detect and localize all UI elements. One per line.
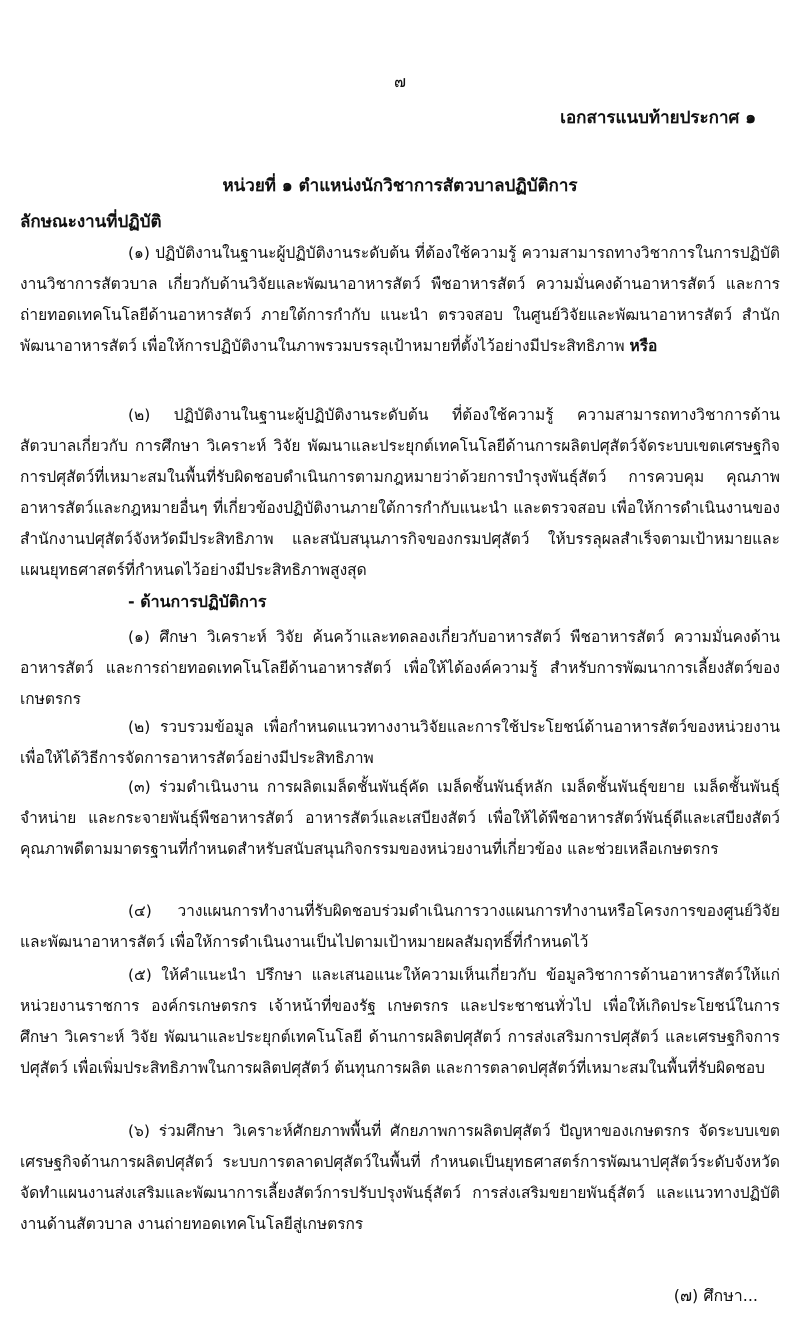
subheading: - ด้านการปฏิบัติการ <box>128 592 267 611</box>
annex-label: เอกสารแนบท้ายประกาศ ๑ <box>560 108 756 128</box>
intro-paragraph-1 <box>20 238 780 362</box>
intro-text-1: (๑) ปฏิบัติงานในฐานะผู้ปฏิบัติงานระดับต้น ที่ต้องใช้ความรู้ ความสามารถทางวิชาการในการปฏิบัติงานวิชาการสัตวบาล เกี่ยวกับด้านวิจัยและพัฒนาอาหารสัตว์ พืชอาหารสัตว์ ความมั่นคงด้านอาหารสัตว์ และการถ่ายทอดเทคโนโลยีด้านอาหารสัตว์ ภายใต้การกำกับ แนะนำ ตรวจสอบ ในศูนย์วิจัยและพัฒนาอาหารสัตว์ สำนักพัฒนาอาหารสัตว์ เพื่อให้การปฏิบัติงานในภาพรวมบรรลุเป้าหมายที่ตั้งไว้อย่างมีประสิทธิภาพ <box>20 244 780 355</box>
section-heading: ลักษณะงานที่ปฏิบัติ <box>20 212 162 232</box>
item-2 <box>20 712 780 774</box>
item-3 <box>20 772 780 865</box>
item-3-text: (๓) ร่วมดำเนินงาน การผลิตเมล็ดชั้นพันธุ์คัด เมล็ดชั้นพันธุ์หลัก เมล็ดชั้นพันธุ์ขยาย เมล็ดชั้นพันธุ์จำหน่าย และกระจายพันธุ์พืชอาหารสัตว์ อาหารสัตว์และเสบียงสัตว์ เพื่อให้ได้พืชอาหารสัตว์พันธุ์ดีและเสบียงสัตว์คุณภาพดีตามมาตรฐานที่กำหนดสำหรับสนับสนุนกิจกรรมของหน่วยงานที่เกี่ยวข้อง และช่วยเหลือเกษตรกร <box>20 778 780 858</box>
item-1-text: (๑) ศึกษา วิเคราะห์ วิจัย ค้นคว้าและทดลองเกี่ยวกับอาหารสัตว์ พืชอาหารสัตว์ ความมั่นคงด้านอาหารสัตว์ และการถ่ายทอดเทคโนโลยีด้านอาหารสัตว์ เพื่อให้ได้องค์ความรู้ สำหรับการพัฒนาการเลี้ยงสัตว์ของเกษตรกร <box>20 628 780 708</box>
document-title: หน่วยที่ ๑ ตำแหน่งนักวิชาการสัตวบาลปฏิบัติการ <box>222 176 578 196</box>
page-number: ๗ <box>393 72 407 91</box>
intro-text-2: (๒) ปฏิบัติงานในฐานะผู้ปฏิบัติงานระดับต้น ที่ต้องใช้ความรู้ ความสามารถทางวิชาการด้านสัตวบาลเกี่ยวกับ การศึกษา วิเคราะห์ วิจัย พัฒนาและประยุกต์เทคโนโลยีด้านการผลิตปศุสัตว์จัดระบบเขตเศรษฐกิจ การปศุสัตว์ที่เหมาะสมในพื้นที่รับผิดชอบดำเนินการตามกฎหมายว่าด้วยการบำรุงพันธุ์สัตว์ การควบคุม คุณภาพอาหารสัตว์และกฎหมายอื่นๆ ที่เกี่ยวข้องปฏิบัติงานภายใต้การกำกับแนะนำ และตรวจสอบ เพื่อให้การดำเนินงานของสำนักงานปศุสัตว์จังหวัดมีประสิทธิภาพ และสนับสนุนภารกิจของกรมปศุสัตว์ ให้บรรลุผลสำเร็จตามเป้าหมายและแผนยุทธศาสตร์ที่กำหนดไว้อย่างมีประสิทธิภาพสูงสุด <box>20 406 780 579</box>
item-4-text: (๔) วางแผนการทำงานที่รับผิดชอบร่วมดำเนินการวางแผนการทำงานหรือโครงการของศูนย์วิจัยและพัฒนาอาหารสัตว์ เพื่อให้การดำเนินงานเป็นไปตามเป้าหมายผลสัมฤทธิ์ที่กำหนดไว้ <box>20 902 780 951</box>
continued-note: (๗) ศึกษา... <box>673 1286 758 1305</box>
item-5-text: (๕) ให้คำแนะนำ ปรึกษา และเสนอแนะให้ความเห็นเกี่ยวกับ ข้อมูลวิชาการด้านอาหารสัตว์ให้แก่หน่วยงานราชการ องค์กรเกษตรกร เจ้าหน้าที่ของรัฐ เกษตรกร และประชาชนทั่วไป เพื่อให้เกิดประโยชน์ในการศึกษา วิเคราะห์ วิจัย พัฒนาและประยุกต์เทคโนโลยี ด้านการผลิตปศุสัตว์ การส่งเสริมการปศุสัตว์ และเศรษฐกิจการปศุสัตว์ เพื่อเพิ่มประสิทธิภาพในการผลิตปศุสัตว์ ต้นทุนการผลิต และการตลาดปศุสัตว์ที่เหมาะสมในพื้นที่รับผิดชอบ <box>20 966 780 1077</box>
intro-suffix-1: หรือ <box>629 337 658 355</box>
item-4 <box>20 896 780 958</box>
item-6-text: (๖) ร่วมศึกษา วิเคราะห์ศักยภาพพื้นที่ ศักยภาพการผลิตปศุสัตว์ ปัญหาของเกษตรกร จัดระบบเขตเศรษฐกิจด้านการผลิตปศุสัตว์ ระบบการตลาดปศุสัตว์ในพื้นที่ กำหนดเป็นยุทธศาสตร์การพัฒนาปศุสัตว์ระดับจังหวัด จัดทำแผนงานส่งเสริมและพัฒนาการเลี้ยงสัตว์การปรับปรุงพันธุ์สัตว์ การส่งเสริมขยายพันธุ์สัตว์ และแนวทางปฏิบัติงานด้านสัตวบาล งานถ่ายทอดเทคโนโลยีสู่เกษตรกร <box>20 1122 780 1233</box>
item-5 <box>20 960 780 1084</box>
intro-paragraph-2 <box>20 400 780 586</box>
item-6 <box>20 1116 780 1240</box>
item-2-text: (๒) รวบรวมข้อมูล เพื่อกำหนดแนวทางงานวิจัยและการใช้ประโยชน์ด้านอาหารสัตว์ของหน่วยงานเพื่อให้ได้วิธีการจัดการอาหารสัตว์อย่างมีประสิทธิภาพ <box>20 718 780 767</box>
item-1 <box>20 622 780 715</box>
